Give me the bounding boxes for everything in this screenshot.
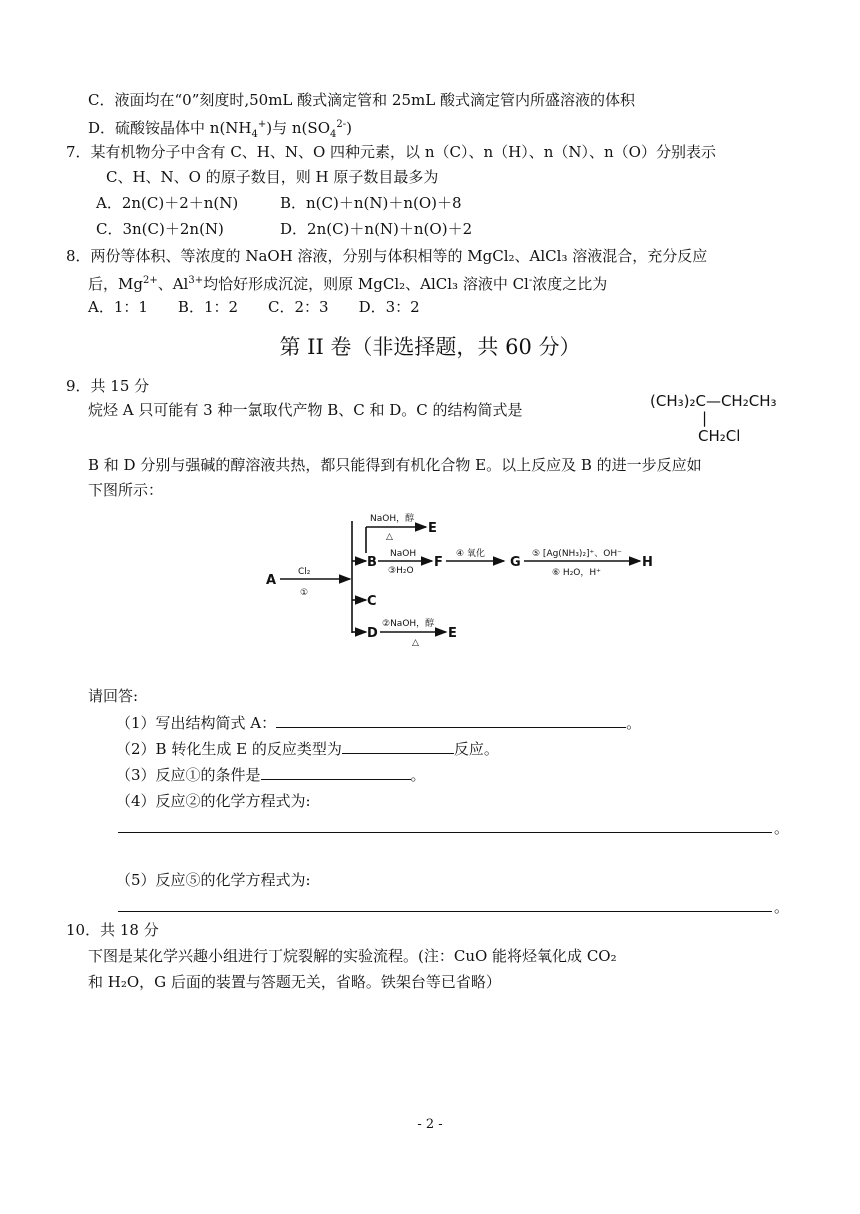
period-5: 。 [774,898,790,916]
q9-ask: 请回答: [88,687,139,705]
q9-sub5: （5）反应⑤的化学方程式为: [116,871,311,889]
q9-sub1: （1）写出结构简式 A： 。 [116,714,642,732]
q9-header: 9．共 15 分 [66,377,150,395]
node-e-top: E [428,521,437,536]
step1-label: ① [300,588,309,598]
node-c: C [367,594,377,609]
naoh-label: NaOH [390,549,417,559]
step5-label: ⑤ [Ag(NH₃)₂]⁺、OH⁻ [532,549,622,559]
heat-label-bottom: △ [412,638,419,648]
q7-stem-line2: C、H、N、O 的原子数目，则 H 原子数目最多为 [106,168,439,186]
q9-sub3: （3）反应①的条件是 。 [116,766,426,784]
node-d: D [367,626,378,641]
q7-option-c: C．3n(C)＋2n(N) [96,220,224,238]
q6-option-d: D．硫酸铵晶体中 $n(NH_4^+)$与 $n(SO_4^{2-})$ [88,119,352,140]
q9-intro-line1: 烷烃 A 只可能有 3 种一氯取代产物 B、C 和 D。C 的结构简式是 [88,401,523,419]
q6-option-c: C．液面均在“0”刻度时,50mL 酸式滴定管和 25mL 酸式滴定管内所盛溶液的体积 [88,91,635,109]
q9-sub4: （4）反应②的化学方程式为: [116,792,311,810]
answer-blank-3[interactable] [261,765,411,780]
reaction-scheme [260,505,680,655]
page-number: - 2 - [417,1117,443,1132]
answer-line-5[interactable] [118,911,772,912]
period-4: 。 [774,819,790,837]
step2-label: ②NaOH，醇 [382,619,435,629]
answer-line-4[interactable] [118,832,772,833]
answer-blank-2[interactable] [342,739,454,754]
node-h: H [642,555,653,570]
struct-top: (CH₃)₂C—CH₂CH₃ [650,392,777,410]
q8-stem-line2: 后，$Mg^{2+}$、$Al^{3+}$均恰好形成沉淀，则原 MgCl₂、AlCl₃ 溶液中 Cl-浓度之比为 [88,275,608,293]
answer-blank-1[interactable] [276,713,626,728]
naoh-alcohol-label: NaOH，醇 [370,514,415,524]
heat-label: △ [386,532,393,542]
section-title: 第 II 卷（非选择题，共 60 分） [279,335,581,359]
node-b: B [367,555,377,570]
node-f: F [434,555,443,570]
q8-stem-line1: 8．两份等体积、等浓度的 NaOH 溶液，分别与体积相等的 MgCl₂、AlCl₃ 溶液混合，充分反应 [66,247,708,265]
q7-stem-line1: 7．某有机物分子中含有 C、H、N、O 四种元素，以 n（C）、n（H）、n（N）、n（O）分别表示 [66,143,716,161]
node-a: A [266,573,277,588]
q10-header: 10．共 18 分 [66,921,159,939]
step3-label: ③H₂O [388,566,414,576]
q9-intro-line2: B 和 D 分别与强碱的醇溶液共热，都只能得到有机化合物 E。以上反应及 B 的进一步反应如 [88,456,702,474]
struct-bond: | [702,409,708,427]
q8-options: A．1：1 B．1：2 C．2：3 D．3：2 [88,298,420,316]
step4-label: ④ 氧化 [456,549,485,559]
structural-formula-c [650,392,800,452]
cl2-label: Cl₂ [298,567,311,577]
q10-line1: 下图是某化学兴趣小组进行丁烷裂解的实验流程。(注：CuO 能将烃氧化成 CO₂ [88,947,617,965]
struct-bottom: CH₂Cl [698,427,741,445]
q7-option-b: B．n(C)＋n(N)＋n(O)＋8 [280,194,462,212]
q9-intro-line3: 下图所示： [88,481,164,499]
node-e-bottom: E [448,626,457,641]
q10-line2: 和 H₂O，G 后面的装置与答题无关，省略。铁架台等已省略） [88,973,501,991]
q7-option-d: D．2n(C)＋n(N)＋n(O)＋2 [280,220,473,238]
q9-sub2: （2）B 转化生成 E 的反应类型为 反应。 [116,740,499,758]
step6-label: ⑥ H₂O，H⁺ [552,568,601,578]
node-g: G [510,555,521,570]
q7-option-a: A．2n(C)＋2＋n(N) [96,194,239,212]
